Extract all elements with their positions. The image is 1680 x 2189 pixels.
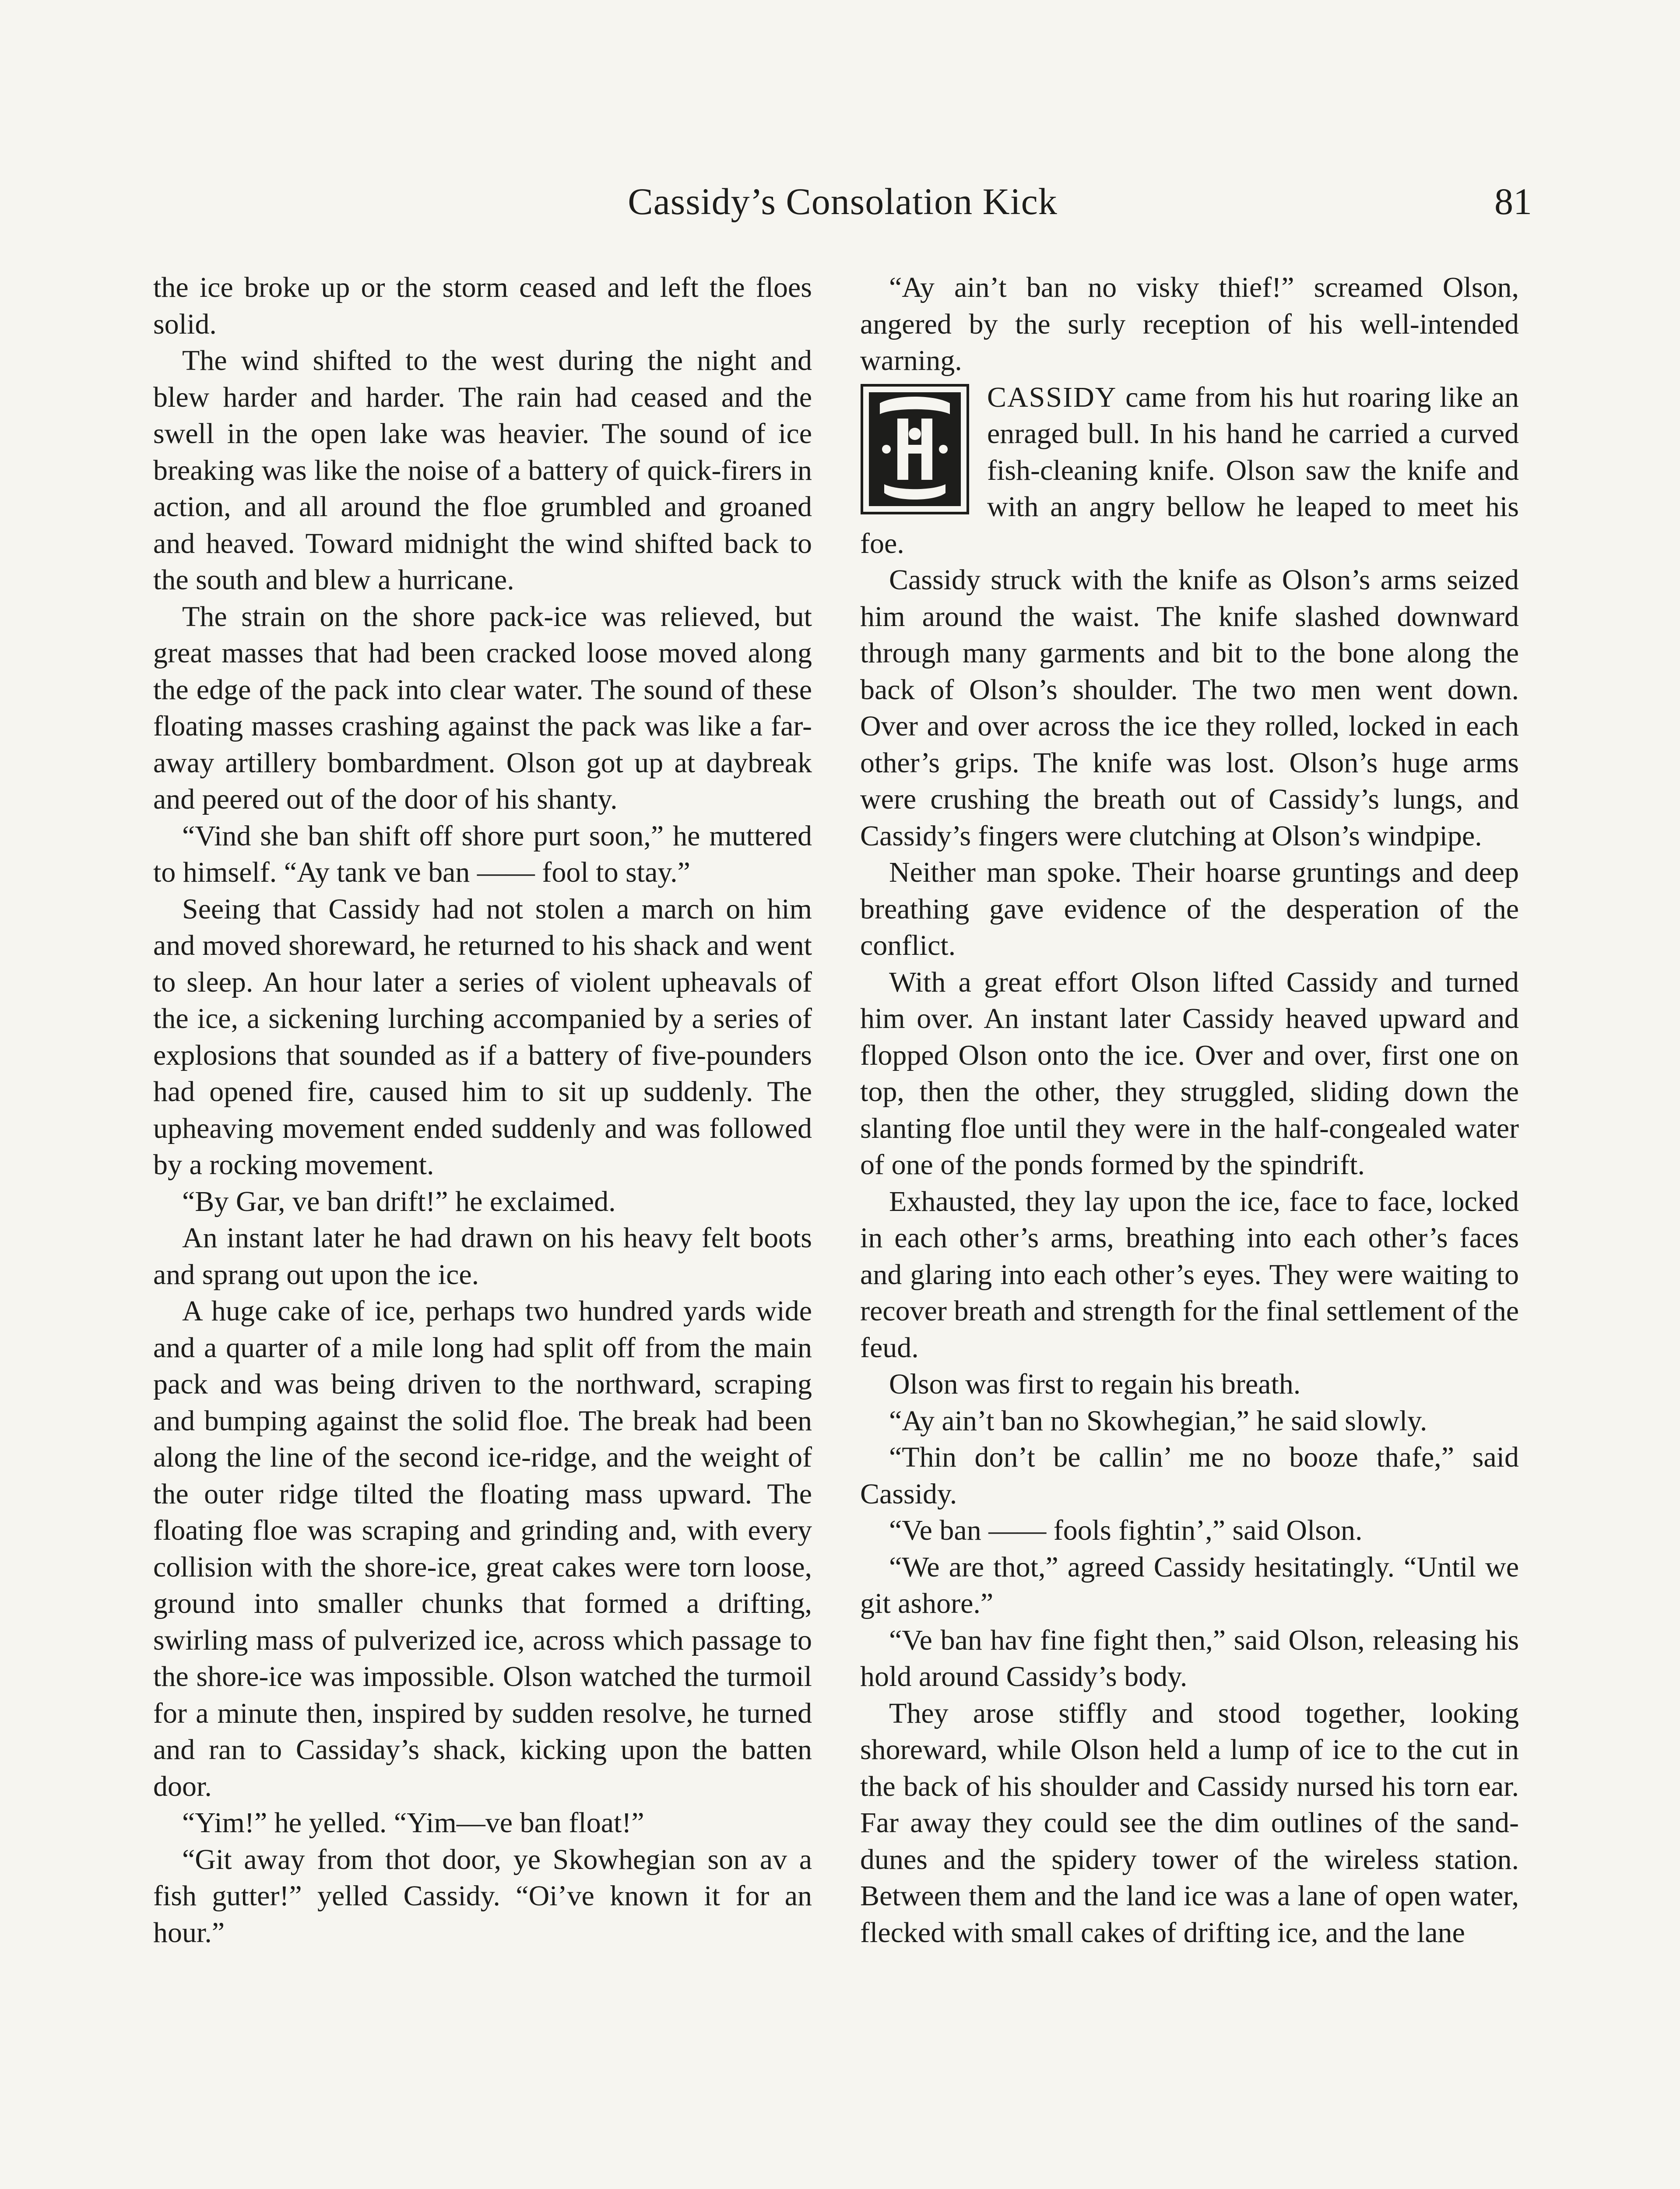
paragraph: the ice broke up or the storm ceased and left the floes solid. bbox=[153, 271, 812, 340]
text-columns bbox=[153, 269, 1532, 2189]
left-column bbox=[153, 269, 812, 1951]
paragraph: The wind shifted to the west during the night and blew harder and harder. The rain had ceased and the swell in the open lake was heavier. The sound of ice breaking was like the noise of a battery of quick-firers in action, and all around the floe grumbled and groaned and heaved. Toward midnight the wind shifted back to the south and blew a hurricane. bbox=[153, 345, 812, 596]
paragraph: With a great effort Olson lifted Cassidy and turned him over. An instant later Cassidy heaved upward and flopped Olson onto the ice. Over and over, first one on top, then the other, they struggled, sliding down the slanting floe until they were in the half-congealed water of one of the ponds formed by the spindrift. bbox=[860, 966, 1519, 1181]
paragraph: Cassidy struck with the knife as Olson’s arms seized him around the waist. The knife slashed downward through many garments and bit to the bone along the back of Olson’s shoulder. The two men went down. Over and over across the ice they rolled, locked in each other’s grips. The knife was lost. Olson’s huge arms were crushing the breath out of Cassidy’s lungs, and Cassidy’s fingers were clutching at Olson’s windpipe. bbox=[860, 564, 1519, 852]
paragraph: “Ve ban hav fine fight then,” said Olson, releasing his hold around Cassidy’s body. bbox=[860, 1624, 1519, 1693]
page-number: 81 bbox=[1494, 180, 1532, 222]
paragraph: A huge cake of ice, perhaps two hundred yards wide and a quarter of a mile long had split off from the main pack and was being driven to the northward, scraping and bumping against the solid floe. The break had been along the line of the second ice-ridge, and the weight of the outer ridge tilted the floating mass upward. The floating floe was scraping and grinding and, with every collision with the shore-ice, great cakes were torn loose, ground into smaller chunks that formed a drifting, swirling mass of pulverized ice, across which passage to the shore-ice was impossible. Olson watched the turmoil for a minute then, inspired by sudden resolve, he turned and ran to Cassiday’s shack, kicking upon the batten door. bbox=[153, 1295, 812, 1802]
running-head bbox=[153, 175, 1532, 236]
paragraph: Exhausted, they lay upon the ice, face to face, locked in each other’s arms, breathing into each other’s faces and glaring into each other’s eyes. They were waiting to recover breath and strength for the final settlement of the feud. bbox=[860, 1185, 1519, 1364]
paragraph: “We are thot,” agreed Cassidy hesitatingly. “Until we git ashore.” bbox=[860, 1551, 1519, 1619]
paragraph: “Thin don’t be callin’ me no booze thafe,” said Cassidy. bbox=[860, 1441, 1519, 1510]
dropcap-paragraph bbox=[860, 379, 1519, 562]
right-column bbox=[860, 269, 1519, 1951]
running-title: Cassidy’s Consolation Kick bbox=[628, 180, 1058, 222]
paragraph: Neither man spoke. Their hoarse gruntings and deep breathing gave evidence of the desperation of the conflict. bbox=[860, 856, 1519, 961]
paragraph: An instant later he had drawn on his heavy felt boots and sprang out upon the ice. bbox=[153, 1222, 812, 1291]
paragraph: “Git away from thot door, ye Skowhegian son av a fish gutter!” yelled Cassidy. “Oi’ve known it for an hour.” bbox=[153, 1843, 812, 1949]
paragraph: Olson was first to regain his breath. bbox=[889, 1368, 1301, 1400]
paragraph: “By Gar, ve ban drift!” he exclaimed. bbox=[182, 1185, 616, 1218]
paragraph: Seeing that Cassidy had not stolen a march on him and moved shoreward, he returned to his shack and went to sleep. An hour later a series of violent upheavals of the ice, a sickening lurching accompanied by a series of explosions that sounded as if a battery of five-pounders had opened fire, caused him to sit up suddenly. The upheaving movement ended suddenly and was followed by a rocking movement. bbox=[153, 893, 812, 1181]
paragraph: “Yim!” he yelled. “Yim—ve ban float!” bbox=[182, 1807, 644, 1839]
paragraph: “Ve ban —— fools fightin’,” said Olson. bbox=[889, 1514, 1363, 1546]
dropcap-text: came from his hut roaring like an enraged bull. In his hand he carried a curved fish-cleaning knife. Olson saw the knife and with an angry bellow he leaped to meet his foe. bbox=[860, 381, 1519, 560]
ornamental-initial-icon bbox=[860, 384, 970, 515]
paragraph: “Ay ain’t ban no visky thief!” screamed Olson, angered by the surly reception of his well-intended warning. bbox=[860, 271, 1519, 377]
paragraph: They arose stiffly and stood together, looking shoreward, while Olson held a lump of ice to the cut in the back of his shoulder and Cassidy nursed his torn ear. Far away they could see the dim outlines of the sand-dunes and the spidery tower of the wireless station. Between them and the land ice was a lane of open water, flecked with small cakes of drifting ice, and the lane bbox=[860, 1697, 1519, 1949]
paragraph: “Ay ain’t ban no Skowhegian,” he said slowly. bbox=[889, 1404, 1427, 1437]
dropcap-lead-word: CASSIDY bbox=[987, 381, 1117, 413]
paragraph: The strain on the shore pack-ice was relieved, but great masses that had been cracked loose moved along the edge of the pack into clear water. The sound of these floating masses crashing against the pack was like a far-away artillery bombardment. Olson got up at daybreak and peered out of the door of his shanty. bbox=[153, 600, 812, 815]
book-page bbox=[153, 175, 1532, 2189]
paragraph: “Vind she ban shift off shore purt soon,” he muttered to himself. “Ay tank ve ban —— fool to stay.” bbox=[153, 820, 812, 888]
